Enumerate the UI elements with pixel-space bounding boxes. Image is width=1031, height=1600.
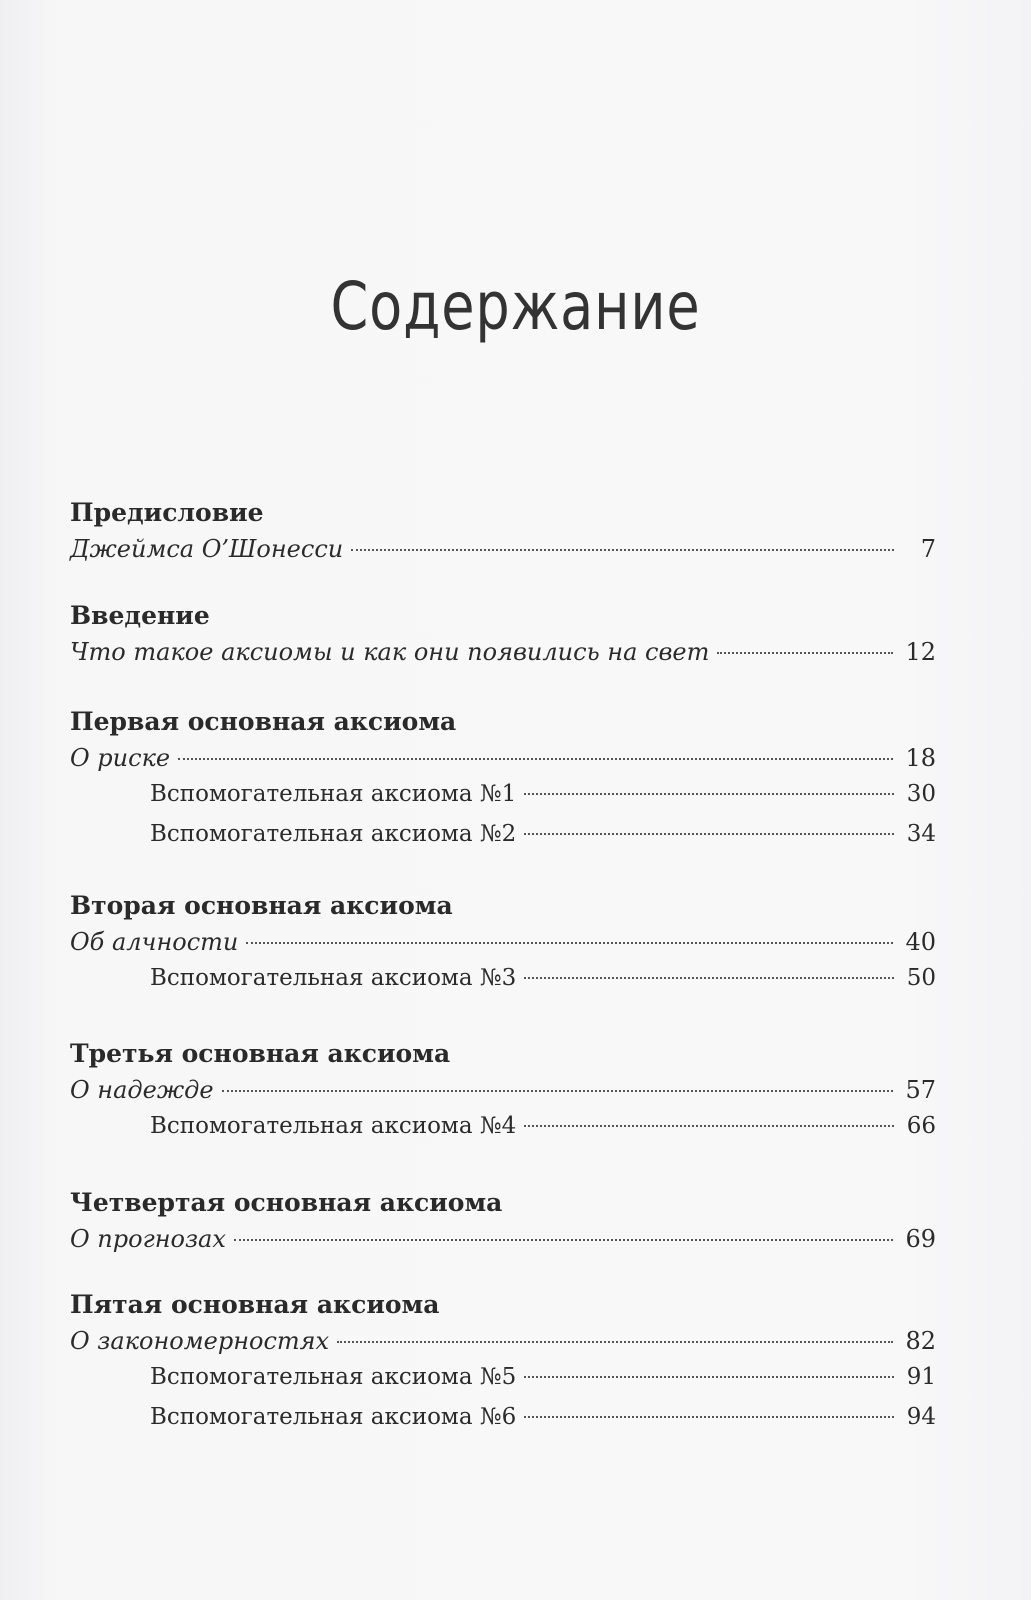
toc-section-axiom-5 bbox=[70, 1287, 936, 1439]
entry-title: О прогнозах bbox=[70, 1225, 226, 1253]
page-number: 40 bbox=[905, 928, 936, 956]
entry-title: Вспомогательная аксиома №4 bbox=[150, 1113, 517, 1139]
section-heading: Пятая основная аксиома bbox=[70, 1290, 440, 1319]
dot-leader bbox=[524, 1125, 894, 1127]
entry-title: Вспомогательная аксиома №3 bbox=[150, 965, 517, 991]
toc-section-axiom-1 bbox=[70, 704, 936, 856]
entry-title: О надежде bbox=[70, 1076, 214, 1104]
toc-section-axiom-3 bbox=[70, 1036, 936, 1144]
toc-section-introduction bbox=[70, 598, 936, 670]
toc-section-axiom-2 bbox=[70, 888, 936, 996]
dot-leader bbox=[246, 942, 893, 944]
entry-title: О закономерностях bbox=[70, 1327, 330, 1355]
toc-section-foreword bbox=[70, 495, 936, 567]
dot-leader bbox=[337, 1341, 893, 1343]
toc-sub-entry[interactable] bbox=[70, 812, 936, 856]
entry-title: Джеймса О’Шонесси bbox=[70, 535, 344, 563]
entry-title: Об алчности bbox=[70, 928, 239, 956]
page-title: Содержание bbox=[330, 268, 701, 345]
entry-title: Вспомогательная аксиома №5 bbox=[150, 1364, 517, 1390]
toc-sub-entry[interactable] bbox=[70, 1395, 936, 1439]
dot-leader bbox=[524, 793, 894, 795]
entry-title: Вспомогательная аксиома №6 bbox=[150, 1404, 517, 1430]
entry-title: О риске bbox=[70, 744, 171, 772]
page-number: 91 bbox=[906, 1364, 936, 1390]
page-number: 82 bbox=[905, 1327, 936, 1355]
toc-entry[interactable] bbox=[70, 531, 936, 567]
section-heading: Вторая основная аксиома bbox=[70, 891, 453, 920]
toc-entry[interactable] bbox=[70, 1221, 936, 1257]
toc-entry[interactable] bbox=[70, 1323, 936, 1359]
toc-sub-entry[interactable] bbox=[70, 960, 936, 996]
page-number: 94 bbox=[906, 1404, 936, 1430]
toc-entry[interactable] bbox=[70, 1072, 936, 1108]
dot-leader bbox=[178, 758, 893, 760]
entry-title: Вспомогательная аксиома №1 bbox=[150, 781, 517, 807]
page-number: 66 bbox=[906, 1113, 936, 1139]
page-number: 18 bbox=[905, 744, 936, 772]
page-number: 69 bbox=[905, 1225, 936, 1253]
page-number: 50 bbox=[906, 965, 936, 991]
dot-leader bbox=[524, 1416, 894, 1418]
dot-leader bbox=[717, 652, 893, 654]
table-of-contents bbox=[70, 495, 936, 1439]
section-heading: Предисловие bbox=[70, 498, 264, 527]
toc-sub-entry[interactable] bbox=[70, 1359, 936, 1395]
section-heading: Первая основная аксиома bbox=[70, 707, 457, 736]
toc-sub-entry[interactable] bbox=[70, 1108, 936, 1144]
page-number: 30 bbox=[906, 781, 936, 807]
section-heading: Введение bbox=[70, 601, 210, 630]
page-number: 12 bbox=[905, 638, 936, 666]
section-heading: Четвертая основная аксиома bbox=[70, 1188, 503, 1217]
dot-leader bbox=[351, 549, 894, 551]
toc-section-axiom-4 bbox=[70, 1185, 936, 1257]
page-number: 34 bbox=[906, 821, 936, 847]
toc-sub-entry[interactable] bbox=[70, 776, 936, 812]
toc-entry[interactable] bbox=[70, 740, 936, 776]
dot-leader bbox=[234, 1239, 894, 1241]
toc-entry[interactable] bbox=[70, 924, 936, 960]
entry-title: Вспомогательная аксиома №2 bbox=[150, 821, 517, 847]
dot-leader bbox=[222, 1090, 894, 1092]
toc-entry[interactable] bbox=[70, 634, 936, 670]
dot-leader bbox=[524, 833, 894, 835]
page-number: 7 bbox=[920, 535, 936, 563]
dot-leader bbox=[524, 977, 894, 979]
dot-leader bbox=[524, 1376, 894, 1378]
entry-title: Что такое аксиомы и как они появились на свет bbox=[70, 638, 710, 666]
section-heading: Третья основная аксиома bbox=[70, 1039, 451, 1068]
page-number: 57 bbox=[905, 1076, 936, 1104]
